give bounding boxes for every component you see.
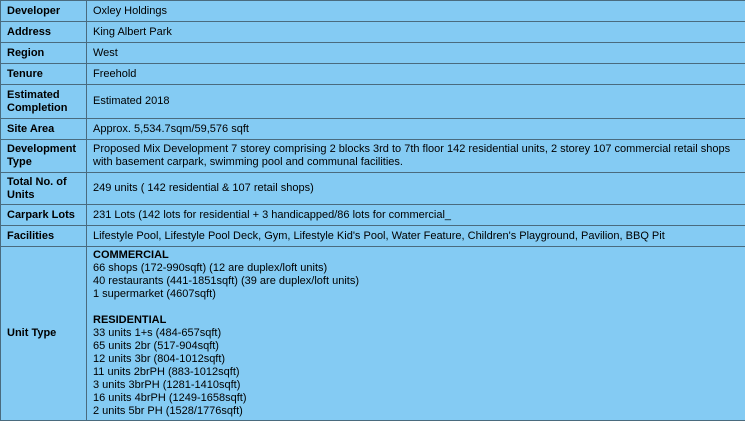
- row-unit-type: [1, 247, 745, 421]
- value-tenure: Freehold: [87, 64, 745, 85]
- row-development-type: [1, 140, 745, 173]
- value-facilities: Lifestyle Pool, Lifestyle Pool Deck, Gym, Lifestyle Kid's Pool, Water Feature, Children's Playground, Pavilion, BBQ Pit: [87, 226, 745, 247]
- value-region: West: [87, 43, 745, 64]
- value-estimated-completion: Estimated 2018: [87, 85, 745, 119]
- label-address: Address: [1, 22, 87, 43]
- label-developer: Developer: [1, 1, 87, 22]
- label-estimated-completion: Estimated Completion: [1, 85, 87, 119]
- label-region: Region: [1, 43, 87, 64]
- row-region: [1, 43, 745, 64]
- residential-line: 33 units 1+s (484-657sqft): [93, 327, 222, 339]
- section-spacer: [93, 301, 739, 314]
- row-estimated-completion: [1, 85, 745, 119]
- commercial-line: 66 shops (172-990sqft) (12 are duplex/loft units): [93, 262, 328, 274]
- row-site-area: [1, 119, 745, 140]
- residential-heading: RESIDENTIAL: [93, 314, 167, 326]
- value-development-type: Proposed Mix Development 7 storey comprising 2 blocks 3rd to 7th floor 142 residential units, 2 storey 107 commercial retail shops with basement carpark, swimming pool and communal facilities.: [87, 140, 745, 173]
- residential-line: 3 units 3brPH (1281-1410sqft): [93, 379, 241, 391]
- label-facilities: Facilities: [1, 226, 87, 247]
- residential-line: 12 units 3br (804-1012sqft): [93, 353, 226, 365]
- label-total-units: Total No. of Units: [1, 173, 87, 205]
- row-carpark-lots: [1, 205, 745, 226]
- residential-line: 65 units 2br (517-904sqft): [93, 340, 219, 352]
- label-carpark-lots: Carpark Lots: [1, 205, 87, 226]
- row-address: [1, 22, 745, 43]
- value-unit-type: [87, 247, 745, 421]
- label-development-type: Development Type: [1, 140, 87, 173]
- commercial-heading: COMMERCIAL: [93, 249, 169, 261]
- label-unit-type: Unit Type: [1, 247, 87, 421]
- value-developer: Oxley Holdings: [87, 1, 745, 22]
- row-total-units: [1, 173, 745, 205]
- commercial-line: 40 restaurants (441-1851sqft) (39 are duplex/loft units): [93, 275, 359, 287]
- value-total-units: 249 units ( 142 residential & 107 retail shops): [87, 173, 745, 205]
- residential-line: 11 units 2brPH (883-1012sqft): [93, 366, 240, 378]
- row-developer: [1, 1, 745, 22]
- value-site-area: Approx. 5,534.7sqm/59,576 sqft: [87, 119, 745, 140]
- row-tenure: [1, 64, 745, 85]
- label-tenure: Tenure: [1, 64, 87, 85]
- residential-line: 2 units 5br PH (1528/1776sqft): [93, 405, 243, 417]
- residential-line: 16 units 4brPH (1249-1658sqft): [93, 392, 247, 404]
- commercial-line: 1 supermarket (4607sqft): [93, 288, 216, 300]
- value-address: King Albert Park: [87, 22, 745, 43]
- value-carpark-lots: 231 Lots (142 lots for residential + 3 handicapped/86 lots for commercial_: [87, 205, 745, 226]
- label-site-area: Site Area: [1, 119, 87, 140]
- row-facilities: [1, 226, 745, 247]
